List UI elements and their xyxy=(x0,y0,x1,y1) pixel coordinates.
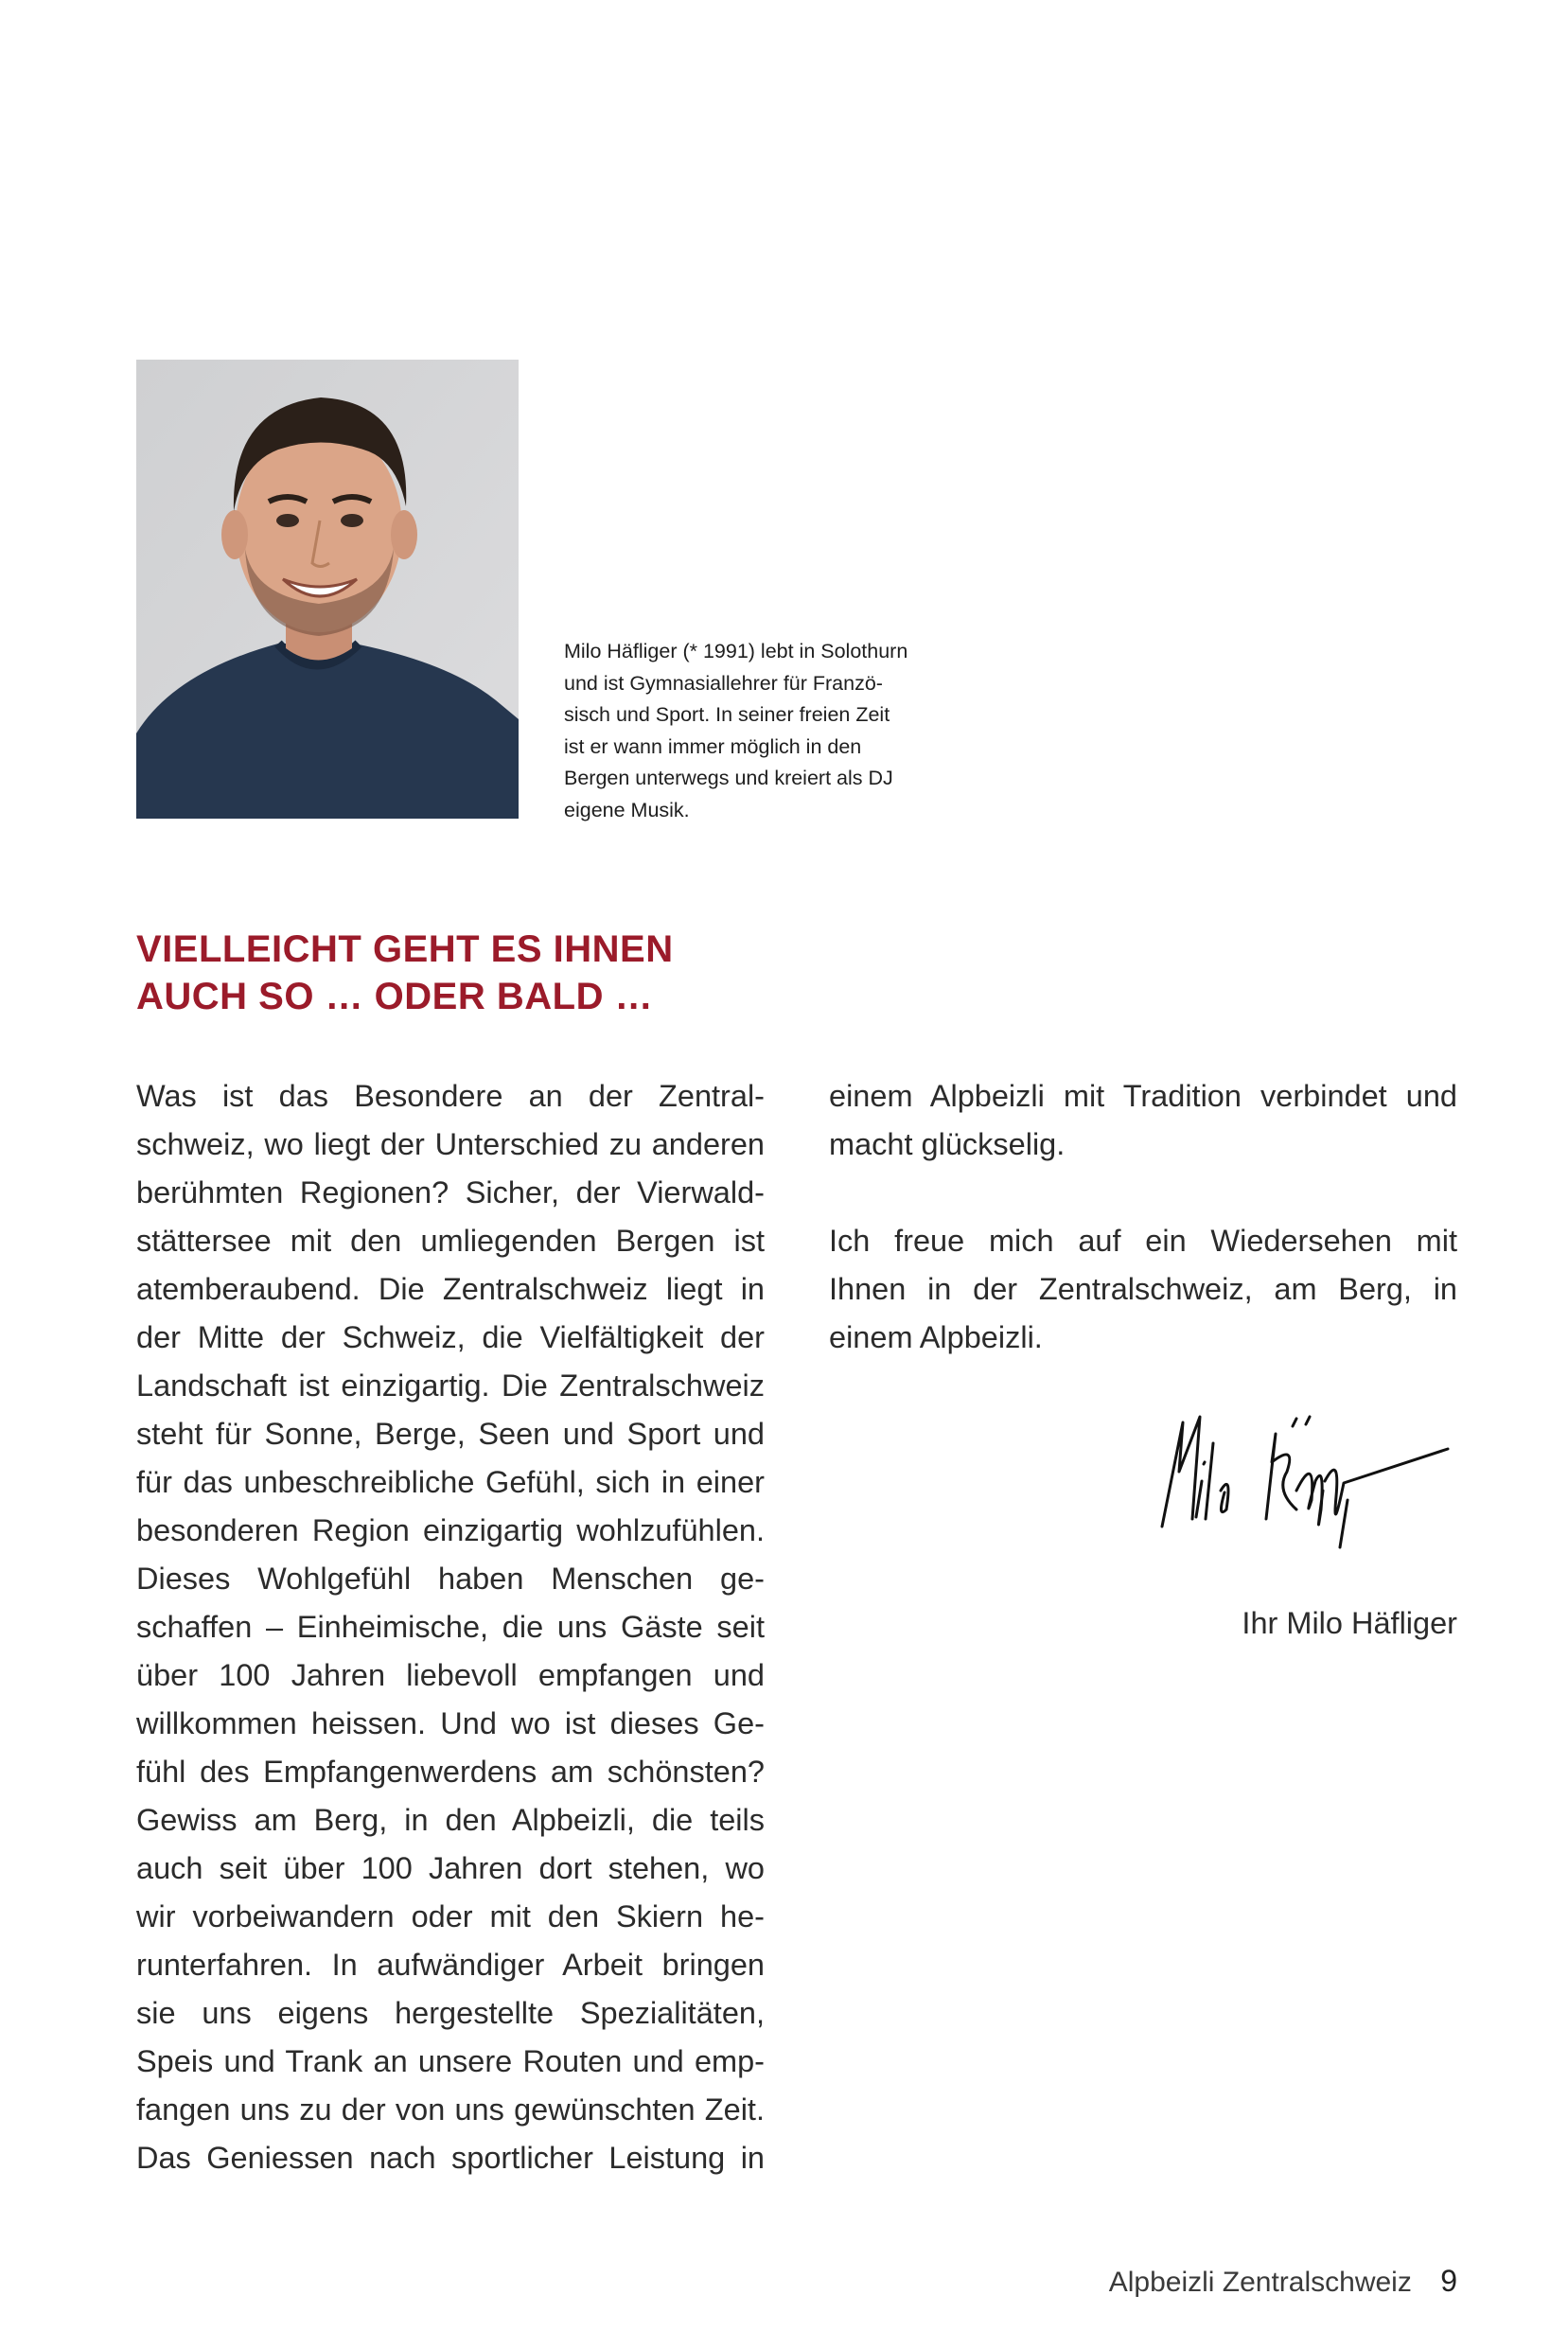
body-line: für das unbeschreibliche Gefühl, sich in einer xyxy=(136,1465,765,1499)
body-line: Gewiss am Berg, in den Alpbeizli, die teils xyxy=(136,1803,765,1837)
body-line: runterfahren. In aufwändiger Arbeit bringen xyxy=(136,1948,765,1982)
body-line: einem Alpbeizli. xyxy=(829,1320,1043,1354)
bio-caption xyxy=(564,636,980,826)
body-line: Dieses Wohlgefühl haben Menschen ge- xyxy=(136,1562,765,1596)
body-column-left xyxy=(136,1072,765,2182)
signoff-name: Ihr Milo Häfliger xyxy=(1242,1606,1457,1640)
page-footer xyxy=(1109,2262,1457,2302)
body-line: einem Alpbeizli mit Tradition verbindet und xyxy=(829,1079,1457,1113)
body-line: Landschaft ist einzigartig. Die Zentralschweiz xyxy=(136,1368,765,1403)
body-line: auch seit über 100 Jahren dort stehen, wo xyxy=(136,1851,765,1885)
bio-line: Bergen unterwegs und kreiert als DJ xyxy=(564,767,893,789)
paragraph-gap xyxy=(829,1169,1457,1217)
portrait-photo xyxy=(136,360,519,819)
footer-title: Alpbeizli Zentralschweiz xyxy=(1108,2267,1412,2298)
body-line: Speis und Trank an unsere Routen und emp- xyxy=(136,2044,765,2078)
body-line: atemberaubend. Die Zentralschweiz liegt in xyxy=(136,1272,765,1306)
heading-line-1: VIELLEICHT GEHT ES IHNEN xyxy=(136,928,674,970)
body-line: steht für Sonne, Berge, Seen und Sport und xyxy=(136,1417,765,1451)
bio-line: Milo Häfliger (* 1991) lebt in Solothurn xyxy=(564,640,908,662)
body-line: stättersee mit den umliegenden Bergen ist xyxy=(136,1224,765,1258)
body-line: berühmten Regionen? Sicher, der Vierwald- xyxy=(136,1175,765,1209)
bio-line: ist er wann immer möglich in den xyxy=(564,734,862,758)
portrait-illustration xyxy=(136,360,519,819)
body-line: sie uns eigens hergestellte Spezialitäten, xyxy=(136,1996,765,2030)
body-line: der Mitte der Schweiz, die Vielfältigkeit der xyxy=(136,1320,765,1354)
body-line: wir vorbeiwandern oder mit den Skiern he- xyxy=(136,1899,765,1933)
body-line: schaffen – Einheimische, die uns Gäste seit xyxy=(136,1610,765,1644)
body-line: über 100 Jahren liebevoll empfangen und xyxy=(136,1658,765,1692)
body-line: besonderen Region einzigartig wohlzufühlen. xyxy=(136,1513,765,1547)
heading-line-2: AUCH SO … ODER BALD … xyxy=(136,976,654,1017)
body-line: macht glückselig. xyxy=(829,1127,1066,1161)
body-line: fangen uns zu der von uns gewünschten Zeit. xyxy=(136,2092,765,2127)
bio-line: sisch und Sport. In seiner freien Zeit xyxy=(564,703,890,726)
section-heading xyxy=(136,926,799,1020)
body-line: willkommen heissen. Und wo ist dieses Ge- xyxy=(136,1706,765,1740)
body-column-right xyxy=(829,1072,1457,1362)
body-line: Ich freue mich auf ein Wiedersehen mit xyxy=(829,1224,1457,1258)
bio-line: eigene Musik. xyxy=(564,798,690,821)
signature-image xyxy=(1154,1405,1457,1557)
body-line: Ihnen in der Zentralschweiz, am Berg, in xyxy=(829,1272,1457,1306)
bio-line: und ist Gymnasiallehrer für Franzö- xyxy=(564,671,883,695)
body-line: Was ist das Besondere an der Zentral- xyxy=(136,1079,765,1113)
body-line: fühl des Empfangenwerdens am schönsten? xyxy=(136,1755,765,1789)
body-line: Das Geniessen nach sportlicher Leistung in xyxy=(136,2141,765,2175)
body-line: schweiz, wo liegt der Unterschied zu anderen xyxy=(136,1127,765,1161)
page-number: 9 xyxy=(1440,2264,1457,2298)
